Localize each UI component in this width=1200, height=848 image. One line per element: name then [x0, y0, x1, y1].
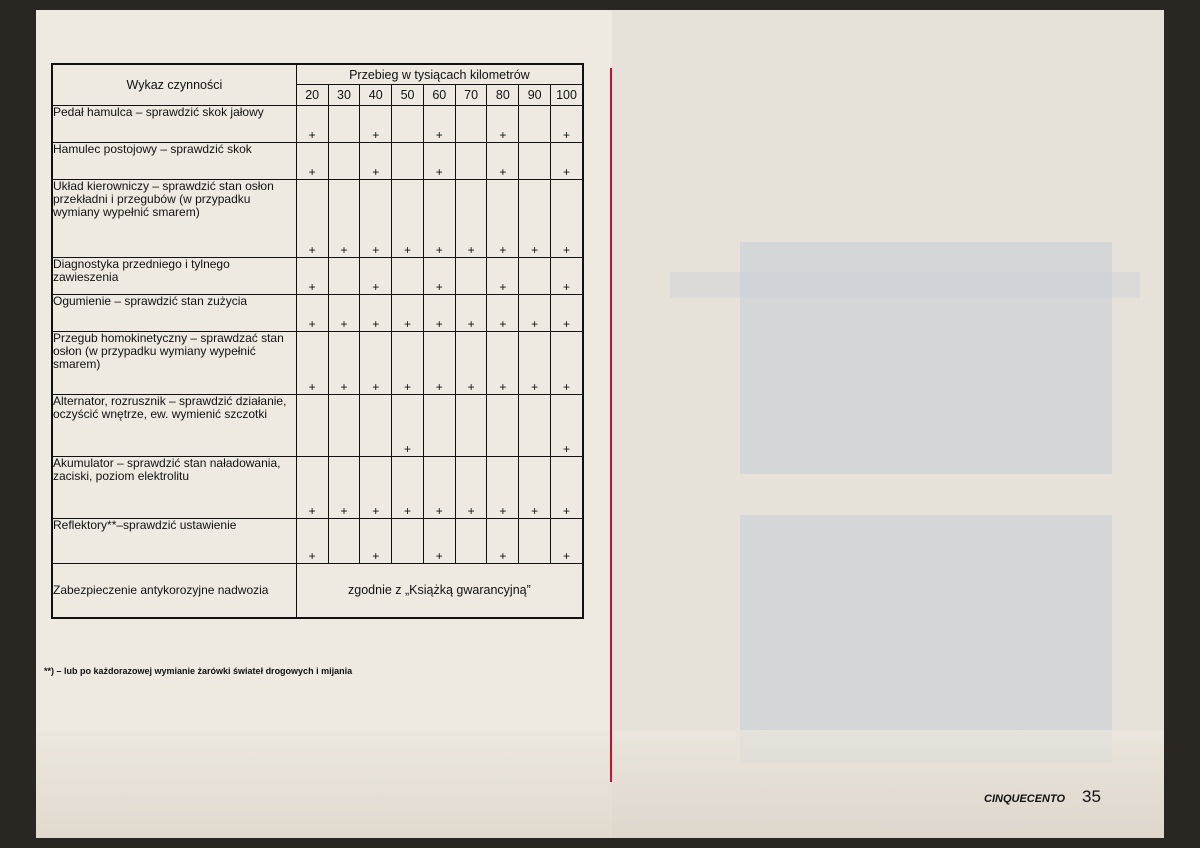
table-row	[52, 143, 583, 180]
interval-mark-cell: +	[392, 180, 424, 258]
task-cell: Zabezpieczenie antykorozyjne nadwozia	[52, 564, 296, 618]
interval-mark-cell: +	[360, 457, 392, 519]
interval-mark-cell: +	[423, 258, 455, 295]
interval-mark-cell: +	[296, 332, 328, 395]
interval-mark-cell: +	[551, 457, 583, 519]
maintenance-schedule-table	[51, 63, 584, 619]
interval-mark-cell	[328, 143, 360, 180]
task-cell: Pedał hamulca – sprawdzić skok jałowy	[52, 106, 296, 143]
interval-mark-cell	[519, 395, 551, 457]
interval-mark-cell	[455, 395, 487, 457]
mileage-value: 90	[519, 85, 551, 106]
interval-mark-cell: +	[328, 332, 360, 395]
page-divider-line	[610, 68, 612, 782]
mileage-value: 100	[551, 85, 583, 106]
interval-mark-cell: +	[487, 295, 519, 332]
interval-mark-cell: +	[455, 457, 487, 519]
interval-mark-cell: +	[551, 519, 583, 564]
interval-mark-cell	[519, 258, 551, 295]
interval-mark-cell: +	[328, 457, 360, 519]
interval-mark-cell	[328, 395, 360, 457]
mileage-value: 30	[328, 85, 360, 106]
table-row	[52, 295, 583, 332]
interval-mark-cell: +	[296, 143, 328, 180]
interval-mark-cell: +	[360, 143, 392, 180]
interval-mark-cell: +	[519, 180, 551, 258]
mileage-value: 40	[360, 85, 392, 106]
interval-mark-cell: +	[487, 332, 519, 395]
interval-mark-cell: +	[423, 332, 455, 395]
task-cell: Ogumienie – sprawdzić stan zużycia	[52, 295, 296, 332]
table-row	[52, 395, 583, 457]
interval-mark-cell	[328, 519, 360, 564]
table-row	[52, 332, 583, 395]
interval-mark-cell: +	[328, 295, 360, 332]
mileage-value: 60	[423, 85, 455, 106]
table-footnote: **) – lub po każdorazowej wymianie żarówki świateł drogowych i mijania	[44, 666, 353, 676]
interval-mark-cell: +	[360, 180, 392, 258]
interval-mark-cell: +	[519, 332, 551, 395]
interval-mark-cell	[455, 143, 487, 180]
table-row	[52, 106, 583, 143]
interval-mark-cell: +	[296, 457, 328, 519]
interval-mark-cell: +	[392, 457, 424, 519]
table-row	[52, 564, 583, 618]
page-shadow	[36, 730, 1164, 838]
page-number: 35	[1082, 787, 1101, 806]
right-page	[612, 10, 1164, 838]
task-cell: Przegub homokinetyczny – sprawdzać stan osłon (w przypadku wymiany wypełnić smarem)	[52, 332, 296, 395]
table-row	[52, 519, 583, 564]
interval-mark-cell: +	[487, 519, 519, 564]
interval-mark-cell: +	[328, 180, 360, 258]
interval-mark-cell: +	[551, 180, 583, 258]
interval-mark-cell: +	[487, 258, 519, 295]
interval-mark-cell	[423, 395, 455, 457]
interval-mark-cell: +	[551, 332, 583, 395]
interval-mark-cell: +	[423, 106, 455, 143]
interval-mark-cell: +	[360, 295, 392, 332]
interval-mark-cell	[519, 519, 551, 564]
table-header-row	[52, 64, 583, 85]
interval-mark-cell	[519, 106, 551, 143]
interval-mark-cell: +	[392, 332, 424, 395]
interval-mark-cell: +	[551, 295, 583, 332]
brand-name: CINQUECENTO	[984, 793, 1066, 805]
interval-mark-cell: +	[519, 295, 551, 332]
task-column-header: Wykaz czynności	[52, 64, 296, 106]
interval-mark-cell: +	[392, 395, 424, 457]
interval-mark-cell	[455, 106, 487, 143]
interval-mark-cell: +	[296, 519, 328, 564]
table-row	[52, 180, 583, 258]
interval-mark-cell: +	[296, 258, 328, 295]
table-row	[52, 258, 583, 295]
mileage-value: 20	[296, 85, 328, 106]
interval-mark-cell: +	[360, 258, 392, 295]
interval-mark-cell	[519, 143, 551, 180]
interval-mark-cell: +	[360, 332, 392, 395]
interval-mark-cell	[392, 519, 424, 564]
interval-mark-cell	[328, 106, 360, 143]
interval-mark-cell: +	[487, 180, 519, 258]
interval-mark-cell	[392, 143, 424, 180]
interval-mark-cell: +	[519, 457, 551, 519]
interval-mark-cell: +	[423, 457, 455, 519]
interval-mark-cell: +	[296, 106, 328, 143]
interval-mark-cell: +	[487, 143, 519, 180]
interval-mark-cell	[487, 395, 519, 457]
table-row	[52, 457, 583, 519]
interval-mark-cell: +	[423, 295, 455, 332]
interval-mark-cell: +	[551, 106, 583, 143]
bleed-through-photo-bottom	[740, 515, 1112, 763]
interval-mark-cell	[296, 395, 328, 457]
interval-mark-cell	[360, 395, 392, 457]
interval-mark-cell: +	[296, 180, 328, 258]
mileage-value: 80	[487, 85, 519, 106]
interval-mark-cell: +	[296, 295, 328, 332]
interval-mark-cell	[392, 106, 424, 143]
interval-mark-cell: +	[487, 106, 519, 143]
interval-mark-cell: +	[455, 332, 487, 395]
interval-mark-cell: +	[455, 180, 487, 258]
mileage-value: 50	[392, 85, 424, 106]
interval-mark-cell	[455, 519, 487, 564]
task-cell: Reflektory**–sprawdzić ustawienie	[52, 519, 296, 564]
interval-mark-cell: +	[423, 180, 455, 258]
task-cell: Akumulator – sprawdzić stan naładowania, zaciski, poziom elektrolitu	[52, 457, 296, 519]
interval-mark-cell	[328, 258, 360, 295]
interval-mark-cell: +	[360, 519, 392, 564]
interval-mark-cell	[455, 258, 487, 295]
interval-mark-cell: +	[551, 258, 583, 295]
bleed-through-band	[670, 272, 1140, 298]
interval-mark-cell: +	[551, 395, 583, 457]
interval-mark-cell	[392, 258, 424, 295]
interval-mark-cell: +	[423, 519, 455, 564]
task-cell: Układ kierowniczy – sprawdzić stan osłon przekładni i przegubów (w przypadku wymiany wypełnić smarem)	[52, 180, 296, 258]
task-cell: Hamulec postojowy – sprawdzić skok	[52, 143, 296, 180]
warranty-note-cell: zgodnie z „Książką gwarancyjną”	[296, 564, 583, 618]
interval-mark-cell: +	[487, 457, 519, 519]
interval-mark-cell: +	[392, 295, 424, 332]
mileage-column-header: Przebieg w tysiącach kilometrów	[296, 64, 583, 85]
task-cell: Diagnostyka przedniego i tylnego zawieszenia	[52, 258, 296, 295]
mileage-value: 70	[455, 85, 487, 106]
interval-mark-cell: +	[360, 106, 392, 143]
interval-mark-cell: +	[455, 295, 487, 332]
interval-mark-cell: +	[423, 143, 455, 180]
task-cell: Alternator, rozrusznik – sprawdzić działanie, oczyścić wnętrze, ew. wymienić szczotki	[52, 395, 296, 457]
interval-mark-cell: +	[551, 143, 583, 180]
